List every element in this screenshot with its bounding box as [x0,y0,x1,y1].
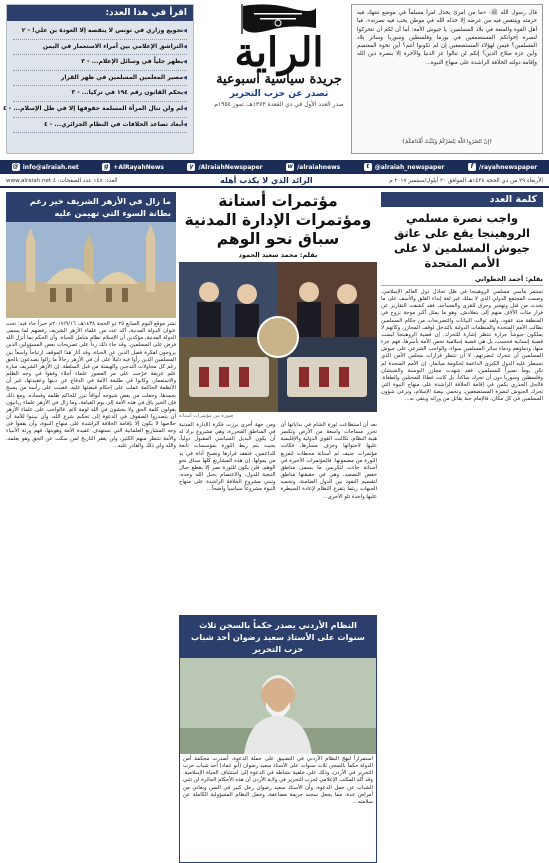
social-link-googleplus[interactable] [102,163,164,171]
main-article-column [179,192,377,805]
youtube-icon: y [187,163,195,171]
main-article-author: بقلم: محمد سعيد الحمود [238,251,318,259]
photo-caption: صورة من مؤتمرات أستانة [179,413,234,419]
toc-item[interactable]: ◀ يحكم القانون رقم ١٩٤ في تركيا... - ٣ [13,86,187,102]
azhar-article-body: نشر موقع اليوم السابع ٢٥ ذو الحجة ١٤٣٨هـ، ٢٠١٧/٩/١٦م خبراً جاء فيه: تحت عنوان الدولة المدنية، أكد عدد من علماء الأزهر الشريف رفضهم لما يسمى الدولة المدنية، مؤكدين أن الإسلام نظام شامل للحياة، وأن الحكم بما أنزل الله فرض على المسلمين. وقد جاء ذلك رداً على تصريحات بعض المسؤولين الذين يروجون لفكرة فصل الدين عن الحياة، وقد أثار هذا الموقف ارتياحاً واسعاً بين المسلمين الذين رأوا فيه دليلاً على أن في الأزهر رجالاً ما زالوا يصدعون بالحق رغم كل محاولات التدجين والهيمنة من قبل السلطة. إن الأزهر الشريف منارة علم عريقة خرّجت على مر العصور علماء أجلاء وقفوا في وجه الظلم والاستعمار، وكانوا في طليعة الأمة في الدفاع عن دينها وعقيدتها، غير أن الأنظمة الحاكمة عملت على إحكام قبضتها عليه، فعينت على رأسه من يسبح بحمدها، وجعلت من بعض شيوخه أبواقاً تبرر للحاكم ظلمه وفساده. ومع ذلك فإن الخير باق في هذه الأمة إلى يوم القيامة، وما زال في الأزهر علماء ربانيون يقولون كلمة الحق ولا يخشون في الله لومة لائم. فالواجب على علماء الأزهر أن يتصدروا الصفوف في الدعوة إلى تحكيم شرع الله، وأن يبينوا للأمة أن خلاصها لا يكون إلا بإقامة الخلافة الراشدة على منهاج النبوة، وأن يقفوا في وجه المشاريع العلمانية التي تستهدف عقيدة الأمة وهويتها، فهم ورثة الأنبياء والأمة تنتظر منهم الكثير، ولن يغفر التاريخ لمن سكت عن الحق وهو يعلمه، والله ولي ذلك والقادر عليه... [6,321,177,449]
sheikh-portrait-photo [180,658,376,754]
facebook-icon: f [468,163,476,171]
editorial-author: بقلم: أحمد الخطواني [381,275,543,286]
main-article-body-part-2: ومن جهة أخرى برزت فكرة الإدارة المدنية في المناطق المحررة، وهي مشروع يراد له أن يكون البديل السياسي المقبول دولياً، بحيث يتم ربط الثورة بمؤسسات تابعة للداعمين، فتفقد قرارها وتصبح أداة في يد من يمولها. إن هذه المشاريع كلها سباق نحو الوهم، فلن يكون للثورة نصر إلا بقطع حبال التبعية للدول، والاعتصام بحبل الله وحده، وتبني مشروع الخلافة الراشدة على منهاج النبوة مشروعاً سياسياً واضحاً... [179,422,276,493]
social-handle: /rayahnewspaper [478,163,538,171]
toc-heading: اقرأ في هذا العدد: [7,5,193,21]
azhar-mosque-image [6,222,176,318]
jordan-verdict-article [179,615,377,863]
editorial-body: تستمر مآسي مسلمي الروهينجا في ظل تخاذل دول العالم الإسلامي، وصمت المجتمع الدولي الذي لا يملك غير لغة إبداء القلق والأسف على ما يحدث من قتل وتهجير وحرق للقرى والمساجد، فقد كشفت التقارير عن فرار مئات الآلاف منهم إلى بنغلادش، وهو ما يمثل أكبر موجة نزوح في المنطقة منذ عقود. ولقد توالت البيانات والتصريحات من حكام المسلمين تطالب الأمم المتحدة والمنظمات الدولية بالتدخل لوقف المجازر، وكأنهم لا يملكون جيوشاً جرارة تنتظر إشارة للتحرك. إن قضية الروهينجا ليست قضية إنسانية فحسب، بل هي قضية إسلامية تخص الأمة بأسرها، فهم جزء منها، ودماؤهم ودماء سائر المسلمين سواء، والواجب الشرعي على جيوش المسلمين أن تتحرك لنصرتهم، لا أن تنتظر قرارات مجلس الأمن الذي تسيطر عليه الدول الكبرى الداعمة لحكومة ميانمار. إن الأمم المتحدة لم تكن يوماً نصيراً للمسلمين، فقد شهدت مجازر البوسنة والشيشان وفلسطين وسوريا دون أن تحرك ساكناً، بل كانت غطاءً للمحتلين والطغاة. فالحل الجذري يكمن في إقامة الخلافة الراشدة على منهاج النبوة التي تحرك الجيوش لنصرة المستضعفين، وتحمي بيضة الإسلام، وترعى شؤون المسلمين في كل مكان، فالإمام جنة يقاتل من ورائه ويتقى به... [381,289,543,403]
social-link-youtube[interactable] [187,163,262,171]
twitter-icon: t [364,163,372,171]
google-plus-icon: g [104,163,109,170]
azhar-mosque-photo [6,222,176,318]
social-link-web[interactable] [286,163,340,171]
conference-collage-photo [179,262,377,412]
editorial-column [381,192,543,778]
social-link-facebook[interactable] [468,163,537,171]
newspaper-slogan: الرائد الذي لا يكذب أهله [220,176,313,185]
jordan-article-body: استمراراً لنهج النظام الأردني في التضييق على حملة الدعوة، أصدرت محكمة أمن الدولة حكماً بالسجن ثلاث سنوات على الأستاذ سعيد رضوان (أبو عماد) أحد شباب حزب التحرير في الأردن، وذلك على خلفية نشاطه في الدعوة إلى استئناف الحياة الإسلامية. وقد أكد المكتب الإعلامي لحزب التحرير في ولاية الأردن أن هذه الأحكام الجائرة لن تثني الشباب عن حمل الدعوة، وأن الأستاذ سعيد رضوان رجل كبير في السن ويعاني من أمراض عدة، مما يجعل سجنه جريمة مضاعفة، وحمل النظام المسؤولية الكاملة عن سلامته... [183,756,373,805]
social-links-bar [0,160,549,174]
founding-date: صدر العدد الأول في ذي القعدة ١٣٧٣هـ، تموز ١٩٥٤م [214,101,344,108]
website-and-issue-number[interactable]: www.alraiah.net العدد: ١٤٨ عدد الصفحات: ٤ [6,178,118,184]
newspaper-title: الراية [234,29,324,76]
sheikh-portrait-image [180,658,376,754]
email-icon: @ [12,163,19,170]
toc-item[interactable]: ◀ التراشق الإعلامي بين أمراء الاستعمار في اليمن [13,40,187,56]
azhar-article-title[interactable]: ما زال في الأزهر الشريف خير رغم بطانة السوء التي تهيمن عليه [6,192,176,222]
editorial-heading: كلمة العدد [381,192,543,207]
toc-item[interactable]: ◀ أبعاد تصاعد الخلافات في النظام الجزائري... - ٤ [13,118,187,134]
issue-info-bar [0,175,549,188]
issue-date: الأربعاء ٢٩ من ذي الحجة ١٤٣٨هـ الموافق ٢٠ أيلول/سبتمبر ٢٠١٧ م [389,178,543,184]
toc-item[interactable]: ◀ مصير المعلمين المسلمين في ظهر القرار [13,71,187,87]
social-handle: /AlraiahNewspaper [198,163,263,171]
hadith-quote-box [351,4,543,154]
jordan-article-title[interactable]: النظام الأردني يصدر حكماً بالسجن ثلاث سنوات على الأستاذ سعيد رضوان أحد شباب حزب التحرير [180,616,376,658]
toc-item[interactable]: ◀ يظهر جلياً في وسائل الإعلام... - ٣ [13,55,187,71]
toc-item[interactable]: ◀ لم ولن تنال المرأة المسلمة حقوقها إلا في ظل الإسلام... - ٤ [13,102,187,118]
table-of-contents [2,4,194,154]
quote-text: قال رسول الله ﷺ: «ما من امرئ يخذل امرأ مسلماً في موضع تنتهك فيه حرمته وينتقص فيه من عرضه إلا خذله الله في موطن يحب فيه نصرته». فيا أهل القوة والمنعة في بلاد المسلمين: يا جيوش الأمة: أما آن لكم أن تتحركوا لنصرة إخوانكم المستضعفين في بورما وفلسطين وسوريا وسائر بلاد المسلمين؟ فيمن لهؤلاء المستضعفين إن لم تكونوا أنتم؟ أين نخوة المعتصم وأين عزة صلاح الدين؟ إنكم لن تنالوا عز الدنيا والآخرة إلا بنصرة دين الله وإقامة دولته الخلافة الراشدة على منهاج النبوة... [357,10,537,66]
web-icon: w [287,163,293,170]
social-handle: @alraiah_newspaper [374,163,445,171]
main-article-title[interactable]: مؤتمرات أستانة ومؤتمرات الإدارة المدنية سباق نحو الوهم [184,192,372,248]
social-link-email[interactable] [12,163,79,171]
toc-item[interactable]: ◀ تجويع وزاري في تونس لا ينقصه إلا العودة بن علي! - ٢ [13,24,187,40]
editorial-title[interactable]: واجب نصرة مسلمي الروهينجا يقع على عاتق جيوش المسلمين لا على الأمم المتحدة [393,211,531,270]
newspaper-logo[interactable] [198,0,360,158]
social-link-twitter[interactable] [364,163,445,171]
azhar-article-column [6,192,176,778]
social-handle: /alraiahnews [297,163,341,171]
social-handle: info@alraiah.net [22,163,79,171]
masthead [0,0,549,160]
main-article-body-part-1: بعد أن استطاعت ثورة الشام في بداياتها أن تحرر مساحات واسعة من الأرض وتكسر هيبة النظام، تكالبت القوى الدولية والإقليمية عليها لاحتوائها وحرف مسارها، فكانت مؤتمرات جنيف ثم أستانة محطات لتفريغ الثورة من مضمونها. فالمؤتمرات الأخيرة في أستانة جاءت لتكريس ما يسمى مناطق خفض التصعيد، وهي في حقيقتها مناطق لتقسيم النفوذ بين الدول الضامنة، وتجميد الجبهات ريثما يتفرغ النظام لإعادة السيطرة عليها واحدة تلو الأخرى... [280,422,377,500]
conference-photo-image [179,262,377,412]
publisher-line: تصدر عن حزب التحرير [229,89,329,99]
newspaper-subtitle: جريدة سياسية أسبوعية [216,72,342,87]
social-handle: +AlRayahNews [113,163,164,171]
quote-verse: ﴿إِنْ تَنْصُرُوا اللَّهَ يَنْصُرْكُمْ وَيُثَبِّتْ أَقْدَامَكُمْ﴾ [401,139,493,145]
